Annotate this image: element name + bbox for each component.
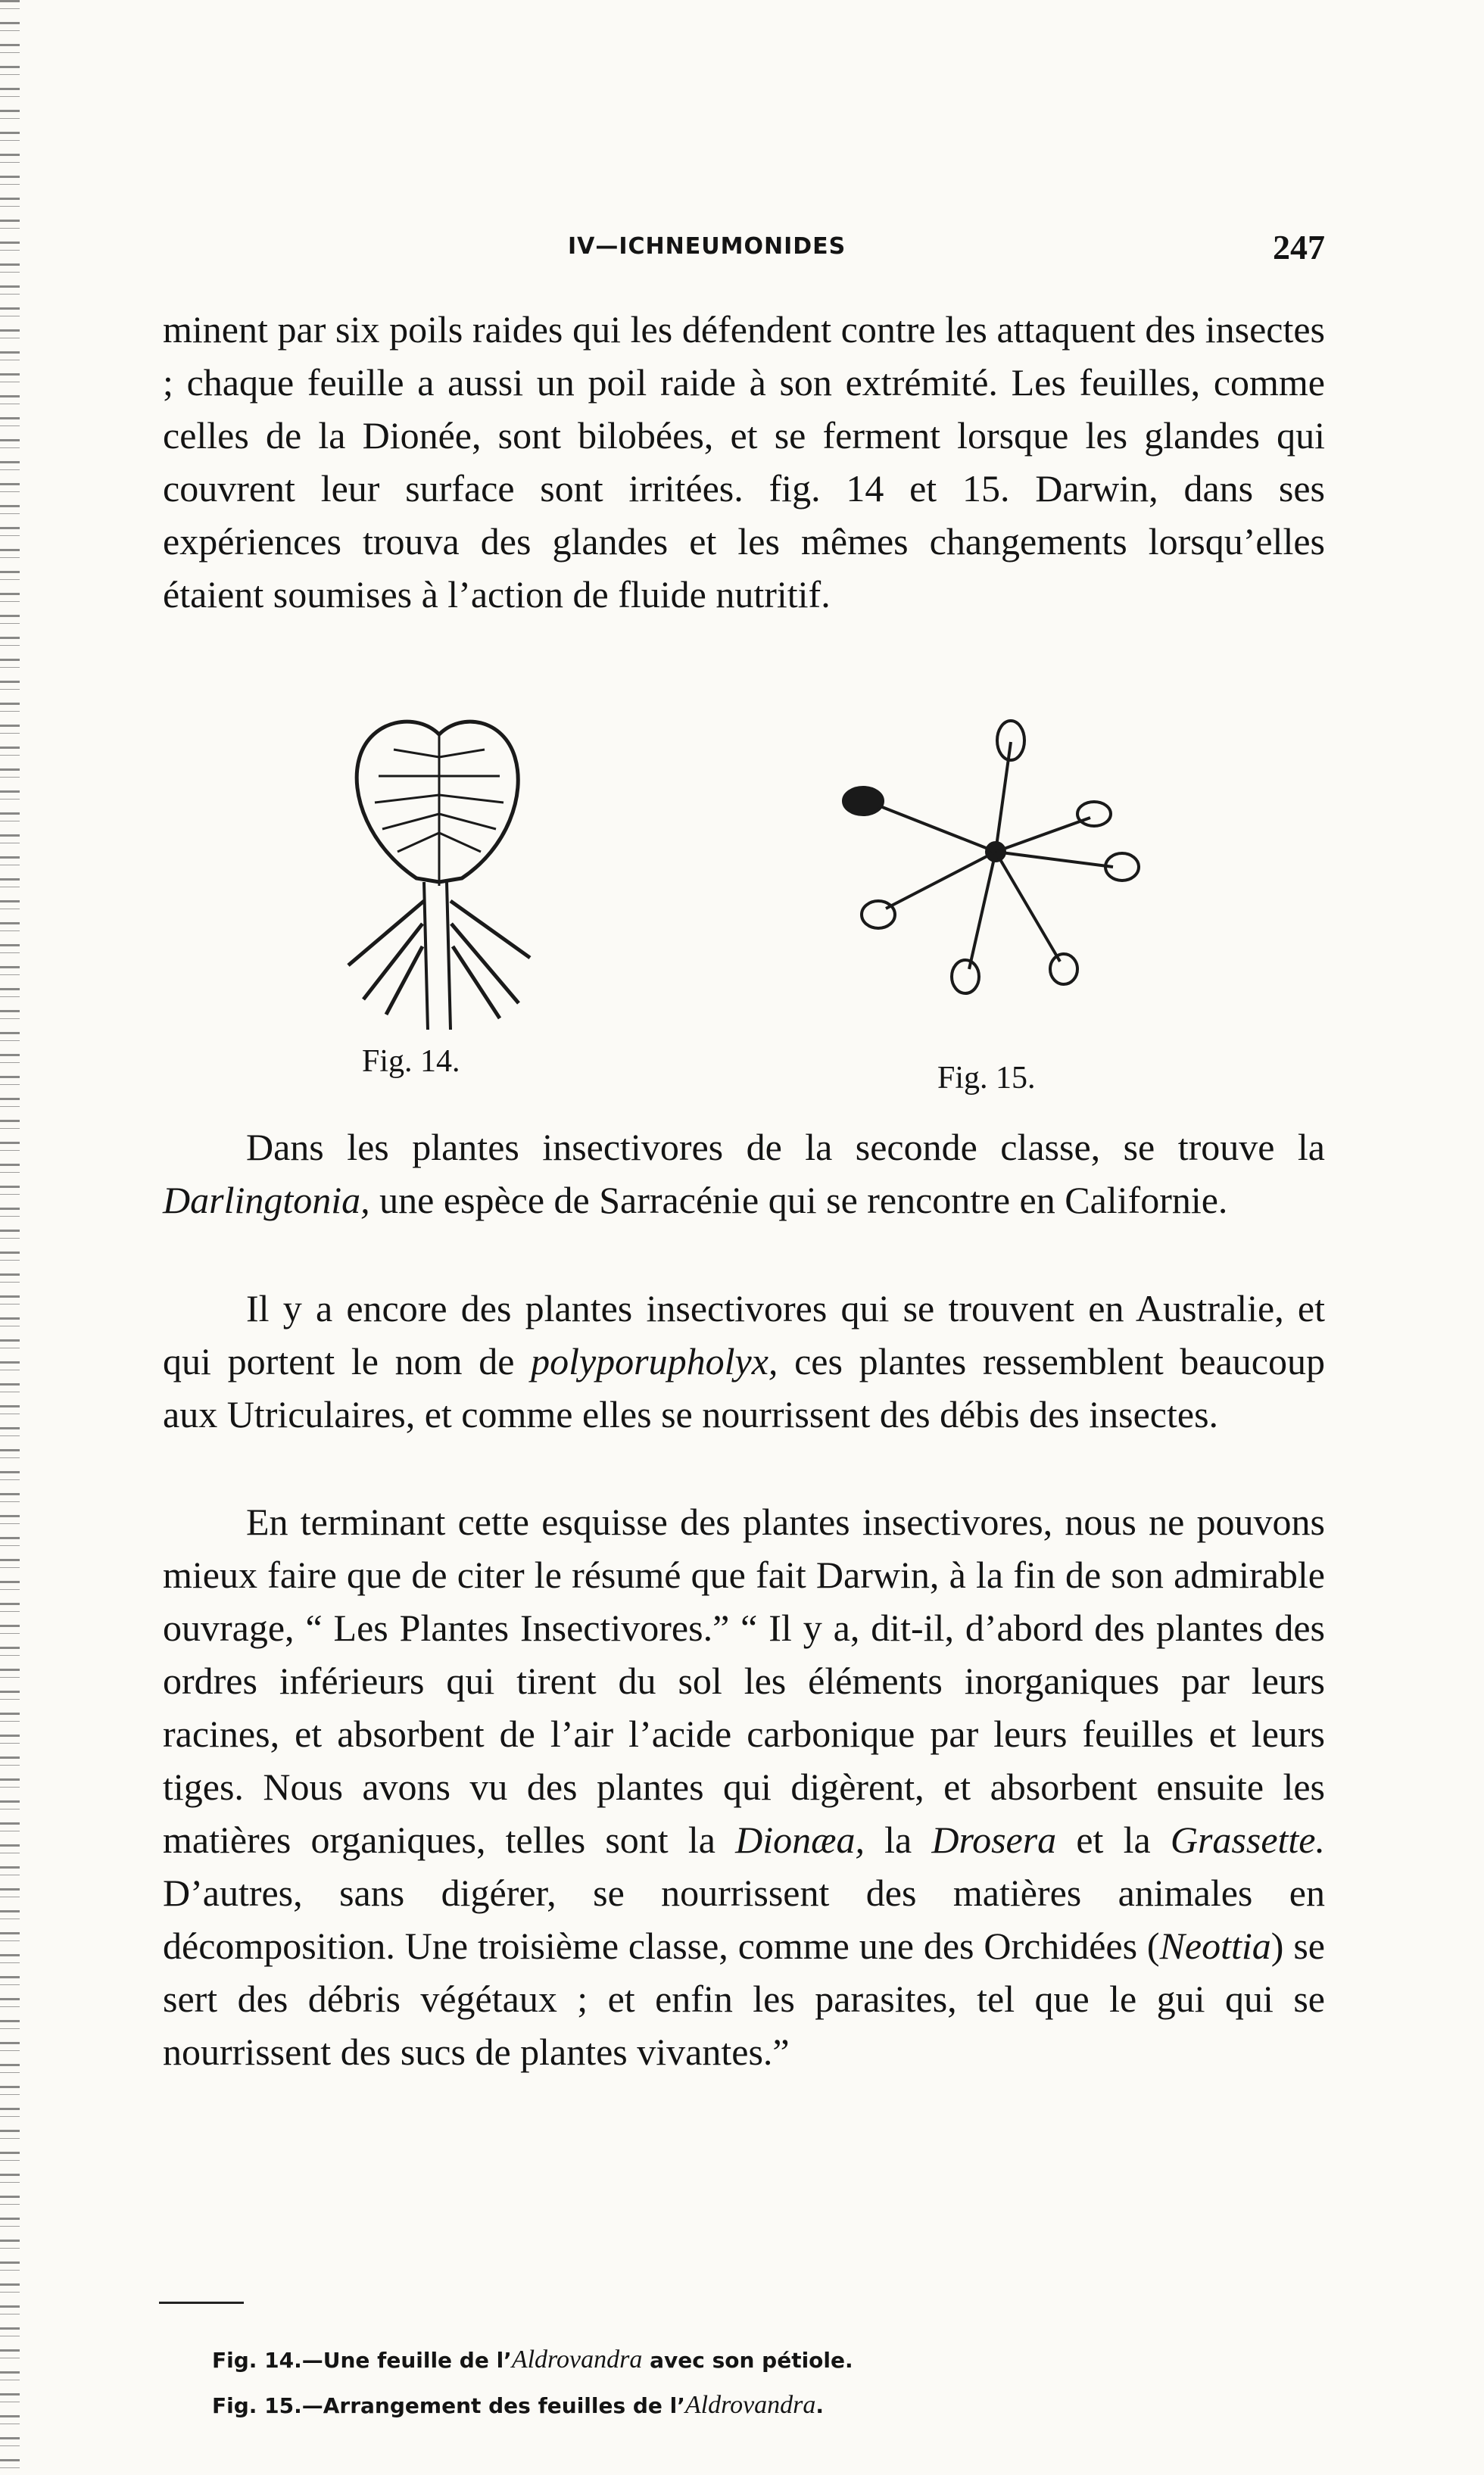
- p2-text-a: Dans les plantes insectivores de la seconde classe, se trouve la: [246, 1126, 1325, 1168]
- p4-text-c: et la: [1056, 1819, 1171, 1861]
- p4-text-e: ) se sert des débris végétaux ; et enfin les parasites, tel que le gui qui se nourrissent des sucs de plantes vivantes.”: [163, 1925, 1325, 2073]
- fn1-text-b: avec son pétiole.: [642, 2348, 853, 2373]
- paragraph-1: minent par six poils raides qui les défendent contre les attaquent des insectes ; chaque feuille a aussi un poil raide à son extrémité. Les feuilles, comme celles de la Dionée, sont bilobées, et se ferment lorsque les glandes qui couvrent leur surface sont irritées. fig. 14 et 15. Darwin, dans ses expériences trouva des glandes et les mêmes changements lorsqu’elles étaient soumises à l’action de fluide nutritif.: [163, 308, 1325, 616]
- p4-text-b: la: [864, 1819, 932, 1861]
- p3-italic-polyporupholyx: polyporupholyx,: [531, 1340, 778, 1382]
- figure-15-caption: Fig. 15.: [937, 1061, 1036, 1096]
- page-number: 247: [1273, 228, 1325, 267]
- fn1-italic: Aldrovandra: [511, 2346, 643, 2374]
- paragraph-3: [163, 1282, 1325, 1441]
- p4-italic-drosera: Drosera: [931, 1819, 1057, 1861]
- p4-text-d: D’autres, sans digérer, se nourrissent des matières animales en décomposition. Une troisième classe, comme une des Orchidées (: [163, 1872, 1325, 1967]
- figure-14-caption: Fig. 14.: [362, 1044, 460, 1079]
- p2-italic-darlingtonia: Darlingtonia,: [163, 1179, 370, 1221]
- page-header: [159, 227, 1325, 273]
- p3-text-a: Il y a encore des plantes insectivores qui se trouvent en Australie, et qui portent le nom de: [163, 1287, 1325, 1382]
- figure-15-whorl-illustration: [840, 719, 1143, 999]
- footnote-divider: [159, 2302, 244, 2304]
- p3-text-b: ces plantes ressemblent beaucoup aux Utriculaires, et comme elles se nourrissent des débis des insectes.: [163, 1340, 1326, 1435]
- paragraph-2: [163, 1121, 1325, 1227]
- footnote-fig-14: [212, 2346, 1333, 2374]
- p2-text-b: une espèce de Sarracénie qui se rencontre en Californie.: [369, 1179, 1228, 1221]
- paragraph-4: [163, 1495, 1325, 2078]
- fn2-italic: Aldrovandra: [684, 2391, 816, 2419]
- figure-14-leaf-illustration: [333, 704, 545, 1037]
- footnote-fig-15: [212, 2391, 1333, 2420]
- p4-italic-grassette: Grassette.: [1170, 1819, 1325, 1861]
- p4-italic-neottia: Neottia: [1159, 1925, 1271, 1967]
- fn1-text-a: Fig. 14.—Une feuille de l’: [212, 2348, 512, 2373]
- fn2-text-a: Fig. 15.—Arrangement des feuilles de l’: [212, 2393, 685, 2418]
- fn2-text-b: .: [815, 2393, 825, 2418]
- p4-italic-dionaea: Dionæa,: [735, 1819, 865, 1861]
- p4-text-a: En terminant cette esquisse des plantes insectivores, nous ne pouvons mieux faire que de citer le résumé que fait Darwin, à la fin de son admirable ouvrage, “ Les Plantes Insectivores.” “ Il y a, dit-il, d’abord des plantes des ordres inférieurs qui tirent du sol les éléments inorganiques par leurs racines, et absorbent de l’air l’acide carbonique par leurs feuilles et leurs tiges. Nous avons vu des plantes qui digèrent, et absorbent ensuite les matières organiques, telles sont la: [163, 1501, 1325, 1861]
- scanned-page-edge: [0, 0, 20, 2475]
- running-head: IV—ICHNEUMONIDES: [568, 233, 846, 260]
